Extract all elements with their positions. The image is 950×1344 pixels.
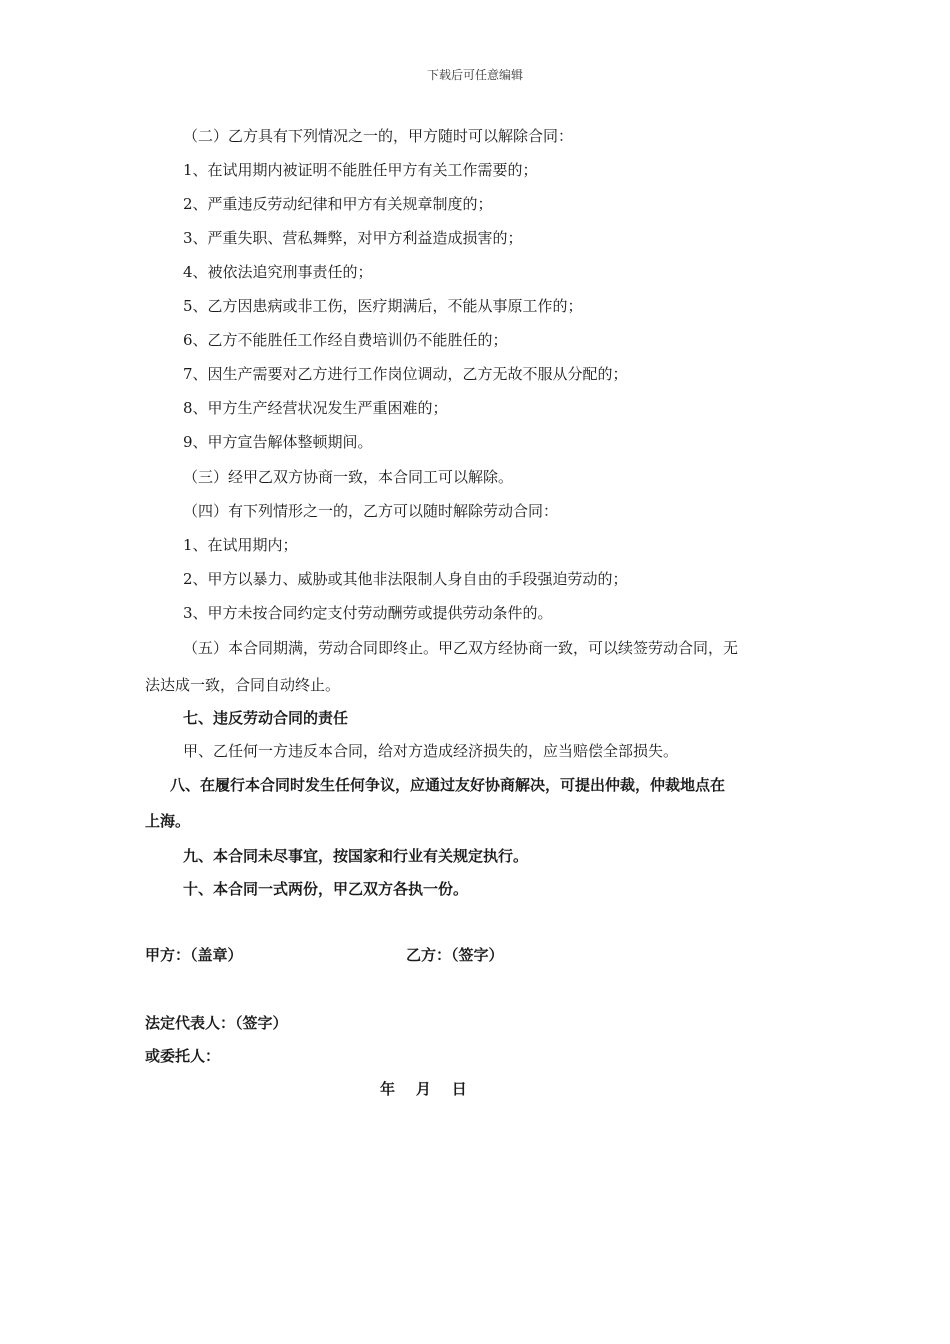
clause-3: （三）经甲乙双方协商一致，本合同工可以解除。 — [183, 468, 514, 486]
party-b-signature: 乙方：（签字） — [406, 946, 504, 964]
clause-2-item: 7、因生产需要对乙方进行工作岗位调动，乙方无故不服从分配的； — [183, 365, 628, 383]
clause-2-item: 5、乙方因患病或非工伤，医疗期满后，不能从事原工作的； — [183, 297, 583, 315]
clause-2-item: 8、甲方生产经营状况发生严重困难的； — [183, 399, 448, 417]
section-8-line-1: 八、在履行本合同时发生任何争议，应通过友好协商解决，可提出仲裁，仲裁地点在 — [170, 776, 726, 794]
delegate-signature: 或委托人： — [145, 1047, 221, 1065]
signing-date: 年 月 日 — [380, 1080, 467, 1098]
clause-2-item: 9、甲方宣告解体整顿期间。 — [183, 433, 373, 451]
section-7-body: 甲、乙任何一方违反本合同，给对方造成经济损失的，应当赔偿全部损失。 — [183, 742, 679, 760]
clause-2-item: 3、严重失职、营私舞弊，对甲方利益造成损害的； — [183, 229, 523, 247]
clause-4-title: （四）有下列情形之一的，乙方可以随时解除劳动合同： — [183, 502, 559, 520]
section-8-line-2: 上海。 — [145, 812, 191, 830]
legal-representative-signature: 法定代表人：（签字） — [145, 1014, 288, 1032]
section-7-title: 七、违反劳动合同的责任 — [183, 709, 349, 727]
clause-2-item: 2、严重违反劳动纪律和甲方有关规章制度的； — [183, 195, 493, 213]
clause-5-line-2: 法达成一致，合同自动终止。 — [145, 676, 341, 694]
clause-2-item: 4、被依法追究刑事责任的； — [183, 263, 373, 281]
party-a-signature: 甲方：（盖章） — [145, 946, 243, 964]
page-header: 下载后可任意编辑 — [426, 68, 523, 82]
clause-2-title: （二）乙方具有下列情况之一的，甲方随时可以解除合同： — [183, 127, 574, 145]
clause-4-item: 2、甲方以暴力、威胁或其他非法限制人身自由的手段强迫劳动的； — [183, 570, 628, 588]
clause-4-item: 1、在试用期内； — [183, 536, 298, 554]
clause-4-item: 3、甲方未按合同约定支付劳动酬劳或提供劳动条件的。 — [183, 604, 553, 622]
clause-5-line-1: （五）本合同期满，劳动合同即终止。甲乙双方经协商一致，可以续签劳动合同，无 — [183, 639, 739, 657]
clause-2-item: 1、在试用期内被证明不能胜任甲方有关工作需要的； — [183, 161, 538, 179]
section-10: 十、本合同一式两份，甲乙双方各执一份。 — [183, 880, 469, 898]
section-9: 九、本合同未尽事宜，按国家和行业有关规定执行。 — [183, 847, 529, 865]
clause-2-item: 6、乙方不能胜任工作经自费培训仍不能胜任的； — [183, 331, 508, 349]
